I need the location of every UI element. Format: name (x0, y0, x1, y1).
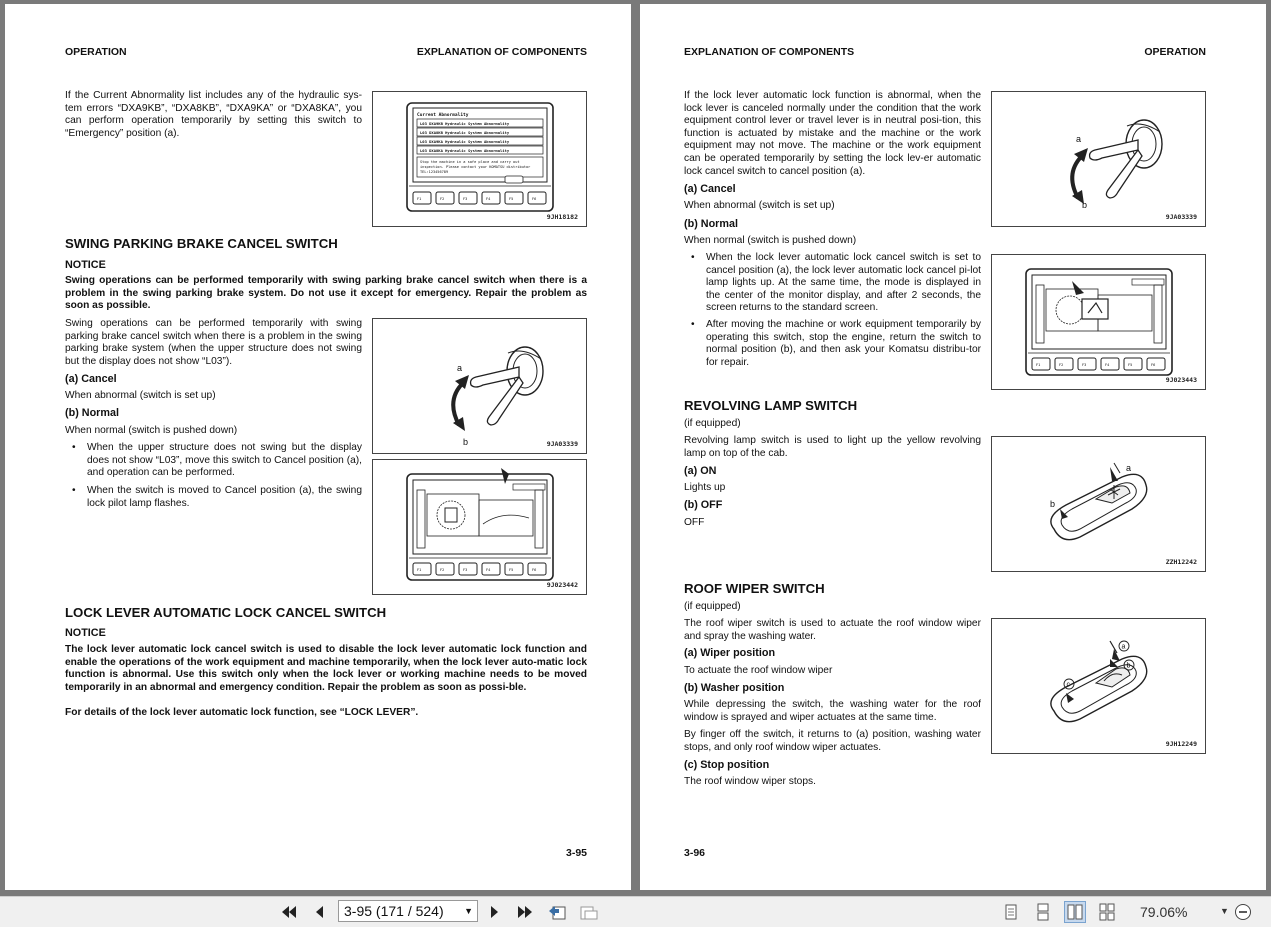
fig-label-a: a (1076, 134, 1082, 144)
option-a-text: Lights up (684, 482, 726, 493)
bullet-item: • When the switch is moved to Cancel position (a), the swing lock pilot lamp flashes. (67, 485, 362, 510)
fig-key-label: F5 (1128, 363, 1133, 367)
fig-key-label: F3 (463, 197, 468, 201)
continuous-page-icon (1035, 903, 1051, 921)
section-title-lock-lever-cancel: LOCK LEVER AUTOMATIC LOCK CANCEL SWITCH (65, 605, 387, 620)
fig-monitor-title: Current Abnormality (417, 113, 469, 118)
continuous-facing-icon (1098, 903, 1116, 921)
zoom-level[interactable]: 79.06% (1140, 904, 1188, 920)
option-c-label: (c) Stop position (684, 759, 770, 771)
option-b-text-2: By finger off the switch, it returns to (a) position, washing water stops, and only roof window wiper actuates. (684, 729, 981, 753)
figure-id: 9J023443 (1165, 376, 1197, 384)
fig-key-label: F2 (440, 568, 445, 572)
go-back-view-button[interactable] (546, 901, 568, 923)
figure-id: ZZH12242 (1165, 558, 1197, 566)
fig-key-label: F4 (1105, 363, 1110, 367)
left-page (5, 4, 631, 890)
fig-label-a: a (457, 363, 463, 373)
fig-key-label: F2 (1059, 363, 1064, 367)
continuous-view-button[interactable] (1032, 901, 1054, 923)
notice-text: Swing operations can be performed temporarily with swing parking brake cancel switch when there is a problem in the swing parking brake system. Do not use it except for emergency. Repair the problem as soon as possible. (65, 275, 587, 312)
section-body: The roof wiper switch is used to actuate the roof window wiper and spray the washing water. (684, 618, 981, 642)
option-b-label: (b) Normal (684, 218, 738, 230)
fig-label-c: c (1066, 681, 1070, 689)
figure-id: 9J023442 (546, 581, 578, 589)
figure-lock-cancel-monitor (991, 254, 1206, 390)
option-a-label: (a) Cancel (65, 373, 117, 385)
page-number: 3-95 (565, 847, 587, 859)
figure-abnormality-monitor (372, 91, 587, 227)
right-page (640, 4, 1266, 890)
option-b-label: (b) Washer position (684, 682, 785, 694)
fig-label-b: b (463, 437, 469, 447)
running-header-right: EXPLANATION OF COMPONENTS (416, 46, 587, 58)
see-reference: For details of the lock lever automatic lock function, see “LOCK LEVER”. (65, 707, 419, 718)
section-title-swing-parking-brake: SWING PARKING BRAKE CANCEL SWITCH (65, 236, 338, 251)
figure-standard-monitor (372, 459, 587, 595)
notice-label: NOTICE (65, 259, 106, 271)
chevron-down-icon[interactable]: ▼ (1220, 906, 1229, 916)
fig-monitor-row: L03 DXA8KA Hydraulic System Abnormality (420, 148, 510, 153)
next-page-icon (489, 904, 501, 920)
first-page-icon (280, 904, 298, 920)
back-view-icon (547, 903, 567, 921)
bullet-item: • When the upper structure does not swing but the display does not show “L03”, move this switch to Cancel position (a), and operation can be performed. (67, 442, 362, 480)
fig-key-label: F6 (532, 568, 537, 572)
fig-key-label: F6 (532, 197, 537, 201)
fig-monitor-row: L03 DXA9KA Hydraulic System Abnormality (420, 139, 510, 144)
figure-roof-wiper-switch (991, 618, 1206, 754)
section-title-revolving-lamp: REVOLVING LAMP SWITCH (684, 398, 858, 413)
intro-paragraph: If the Current Abnormality list includes any of the hydraulic sys-tem errors “DXA9KB”, “DXA8KB”, “DXA9KA” or “DXA8KA”, you can perform operation temporarily by setting this switch to “Emergency” position (a). (65, 90, 362, 139)
previous-page-icon (313, 904, 325, 920)
fig-key-label: F1 (1036, 363, 1041, 367)
section-body: Swing operations can be performed temporarily with swing parking brake cancel switch when there is a problem in the swing parking brake system (when the upper structure does not swing but the display does not show “L03”). (65, 318, 362, 367)
fig-key-label: F5 (509, 197, 514, 201)
option-b-text: When normal (switch is pushed down) (684, 235, 857, 246)
option-a-text: When abnormal (switch is set up) (684, 200, 835, 211)
fig-monitor-message: TEL:123456789 (420, 170, 449, 174)
first-page-button[interactable] (278, 901, 300, 923)
section-title-roof-wiper: ROOF WIPER SWITCH (684, 581, 825, 596)
page-number-value: 3-95 (171 / 524) (344, 903, 444, 919)
if-equipped: (if equipped) (684, 601, 741, 612)
if-equipped: (if equipped) (684, 418, 741, 429)
fig-label-b: b (1082, 200, 1088, 210)
fig-key-label: F1 (417, 197, 422, 201)
forward-view-icon (579, 903, 599, 921)
last-page-button[interactable] (514, 901, 536, 923)
go-forward-view-button[interactable] (578, 901, 600, 923)
fig-label-a: a (1126, 463, 1132, 473)
viewer-toolbar (0, 896, 1271, 927)
option-b-text: OFF (684, 517, 705, 528)
fig-label-b: b (1126, 662, 1131, 670)
figure-revolving-lamp-switch (991, 436, 1206, 572)
figure-id: 9JH18182 (546, 213, 578, 221)
option-c-text: The roof window wiper stops. (684, 776, 816, 787)
figure-toggle-switch (991, 91, 1206, 227)
fig-key-label: F6 (1151, 363, 1156, 367)
option-b-text: When normal (switch is pushed down) (65, 425, 238, 436)
figure-id: 9JH12249 (1165, 740, 1197, 748)
fig-label-b: b (1050, 499, 1056, 509)
last-page-icon (516, 904, 534, 920)
bullet-item: • When the lock lever automatic lock cancel switch is set to cancel position (a), the lock lever automatic lock cancel pi-lot lamp lights up. At the same time, the mode is displayed in the center of the monitor display, and after 2 seconds, the screen returns to the standard screen. (686, 252, 981, 315)
notice-text: The lock lever automatic lock cancel switch is used to disable the lock lever automatic lock function and enable the operations of the work equipment and machine temporarily, when the lock lever auto-matic lock function is abnormal. Use this switch only when the lock lever or working machine needs to be moved temporarily in an abnormal and emergency condition. Repair the problem as soon as possi-ble. (65, 644, 587, 693)
figure-id: 9JA03339 (1165, 213, 1197, 221)
option-a-text: To actuate the roof window wiper (684, 665, 833, 676)
running-header-left: OPERATION (65, 46, 127, 58)
continuous-facing-view-button[interactable] (1096, 901, 1118, 923)
fig-key-label: F2 (440, 197, 445, 201)
bullet-item: • After moving the machine or work equipment temporarily by operating this switch, stop the engine, return the switch to normal position (b), and then ask your Komatsu distribu-tor for repair. (686, 319, 981, 369)
fig-key-label: F3 (1082, 363, 1087, 367)
option-b-text: While depressing the switch, the washing water for the roof window is sprayed and wiper actuates at the same time. (684, 699, 981, 723)
next-page-button[interactable] (484, 901, 506, 923)
fig-monitor-row: L03 DXA8KB Hydraulic System Abnormality (420, 130, 510, 135)
zoom-out-icon (1234, 903, 1252, 921)
figure-toggle-switch (372, 318, 587, 454)
fig-key-label: F4 (486, 568, 491, 572)
option-b-label: (b) OFF (684, 499, 723, 511)
fig-monitor-row: L03 DXA9KB Hydraulic System Abnormality (420, 121, 510, 126)
previous-page-button[interactable] (308, 901, 330, 923)
zoom-out-button[interactable] (1232, 901, 1254, 923)
option-a-label: (a) ON (684, 465, 717, 477)
option-a-label: (a) Wiper position (684, 647, 776, 659)
fig-key-label: F4 (486, 197, 491, 201)
option-a-text: When abnormal (switch is set up) (65, 390, 216, 401)
intro-paragraph: If the lock lever automatic lock function is abnormal, when the lock lever is canceled normally under the condition that the work equipment control lever or travel lever is in neutral posi-tion, this function is actuated by mistake and the machine or the work equipment may not move. The machine or the work equipment can be operated temporarily by setting the lock lev-er automatic lock cancel switch to cancel position (a). (684, 90, 981, 177)
section-body: Revolving lamp switch is used to light up the yellow revolving lamp on top of the cab. (684, 435, 981, 459)
facing-view-button[interactable] (1064, 901, 1086, 923)
running-header-left: EXPLANATION OF COMPONENTS (684, 46, 855, 58)
fig-key-label: F5 (509, 568, 514, 572)
fig-monitor-message: inspection. Please contact your KOMATSU distributor (420, 165, 531, 169)
page-number-field[interactable] (338, 900, 478, 922)
fig-key-label: F3 (463, 568, 468, 572)
chevron-down-icon[interactable]: ▼ (464, 906, 473, 916)
single-page-view-button[interactable] (1000, 901, 1022, 923)
single-page-icon (1003, 903, 1019, 921)
page-number: 3-96 (684, 847, 706, 859)
fig-label-a: a (1121, 643, 1126, 651)
fig-monitor-message: Stop the machine in a safe place and carry out (420, 160, 520, 164)
option-a-label: (a) Cancel (684, 183, 736, 195)
fig-key-label: F1 (417, 568, 422, 572)
figure-id: 9JA03339 (546, 440, 578, 448)
running-header-right: OPERATION (1144, 46, 1206, 58)
notice-label: NOTICE (65, 627, 106, 639)
option-b-label: (b) Normal (65, 407, 119, 419)
facing-pages-icon (1066, 903, 1084, 921)
